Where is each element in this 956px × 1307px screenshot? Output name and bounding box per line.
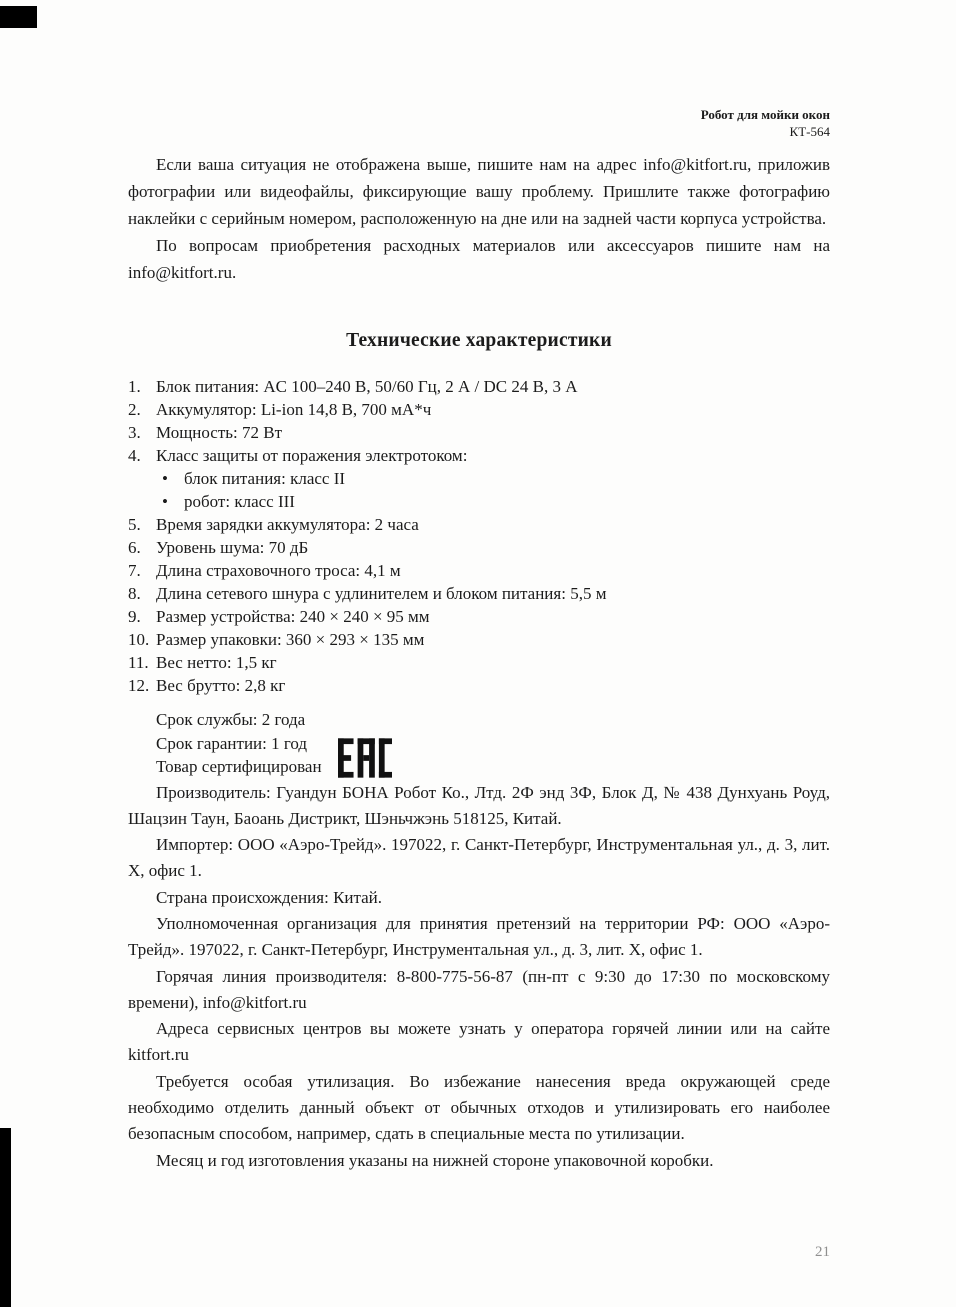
spec-number: 12. bbox=[128, 676, 150, 695]
print-mark-left bbox=[0, 1128, 11, 1307]
doc-model: КТ-564 bbox=[789, 124, 830, 139]
spec-text: Аккумулятор: Li-ion 14,8 В, 700 мА*ч bbox=[156, 400, 432, 419]
legal-paragraph-production-date: Месяц и год изготовления указаны на нижней стороне упаковочной коробки. bbox=[156, 1150, 714, 1170]
spec-text: Длина сетевого шнура с удлинителем и блоком питания: 5,5 м bbox=[156, 584, 607, 603]
spec-item bbox=[128, 651, 830, 674]
spec-item bbox=[128, 582, 830, 605]
legal-paragraph-service-centers: Адреса сервисных центров вы можете узнать у оператора горячей линии или на сайте kitfort.ru bbox=[128, 1019, 830, 1065]
print-mark-top bbox=[0, 6, 37, 28]
spec-text: Класс защиты от поражения электротоком: bbox=[156, 446, 468, 465]
spec-text: Вес брутто: 2,8 кг bbox=[156, 676, 286, 695]
spec-text: Длина страховочного троса: 4,1 м bbox=[156, 561, 401, 580]
service-lines bbox=[156, 708, 322, 779]
doc-header bbox=[128, 106, 830, 140]
section-title: Технические характеристики bbox=[346, 330, 612, 351]
spec-text: робот: класс III bbox=[184, 492, 295, 511]
legal-paragraph-importer: Импортер: ООО «Аэро-Трейд». 197022, г. Санкт-Петербург, Инструментальная ул., д. 3, лит. Х, офис 1. bbox=[128, 835, 830, 881]
intro-paragraph: Если ваша ситуация не отображена выше, пишите нам на адрес info@kitfort.ru, приложив фотографии или видеофайлы, фиксирующие вашу проблему. Пришлите также фотографию наклейки с серийным номером, расположенную на дне или на задней части корпуса устройства. bbox=[128, 155, 830, 228]
legal-paragraph-disposal: Требуется особая утилизация. Во избежание нанесения вреда окружающей среде необходимо отделить данный объект от обычных отходов и утилизировать его наиболее безопасным способом, например, сдать в специальные места по утилизации. bbox=[128, 1071, 830, 1144]
spec-number: 1. bbox=[128, 377, 141, 396]
spec-number: 6. bbox=[128, 538, 141, 557]
spec-number: 3. bbox=[128, 423, 141, 442]
spec-subitem bbox=[128, 490, 830, 513]
legal-paragraph-hotline: Горячая линия производителя: 8-800-775-56-87 (пн-пт с 9:30 до 17:30 по московскому времени), info@kitfort.ru bbox=[128, 966, 830, 1012]
intro-section bbox=[128, 151, 830, 286]
bullet: • bbox=[162, 492, 168, 511]
service-line: Срок гарантии: 1 год bbox=[156, 733, 308, 753]
spec-number: 2. bbox=[128, 400, 141, 419]
spec-item bbox=[128, 536, 830, 559]
spec-item bbox=[128, 421, 830, 444]
legal-paragraph-authorized-org: Уполномоченная организация для принятия претензий на территории РФ: ООО «Аэро-Трейд». 197022, г. Санкт-Петербург, Инструментальная ул., д. 3, лит. Х, офис 1. bbox=[128, 913, 830, 960]
legal-section bbox=[128, 780, 830, 1174]
spec-number: 7. bbox=[128, 561, 141, 580]
spec-number: 5. bbox=[128, 515, 141, 534]
eac-certification-icon bbox=[338, 738, 392, 778]
spec-number: 4. bbox=[128, 446, 141, 465]
spec-item bbox=[128, 375, 830, 398]
page-number: 21 bbox=[815, 1244, 830, 1260]
spec-number: 10. bbox=[128, 630, 150, 649]
spec-item bbox=[128, 398, 830, 421]
specs-list bbox=[128, 375, 830, 697]
bullet: • bbox=[162, 469, 168, 488]
spec-item bbox=[128, 674, 830, 697]
spec-text: Размер устройства: 240 × 240 × 95 мм bbox=[156, 607, 430, 626]
spec-item bbox=[128, 444, 830, 467]
spec-item bbox=[128, 513, 830, 536]
spec-text: Мощность: 72 Вт bbox=[156, 423, 283, 442]
legal-paragraph-manufacturer: Производитель: Гуандун БОНА Робот Ко., Лтд. 2Ф энд 3Ф, Блок Д, № 438 Дунхуань Роуд, Шацзин Таун, Баоань Дистрикт, Шэньчжэнь 518125, Китай. bbox=[128, 782, 830, 828]
spec-text: Уровень шума: 70 дБ bbox=[156, 538, 309, 557]
spec-number: 8. bbox=[128, 584, 141, 603]
spec-text: Размер упаковки: 360 × 293 × 135 мм bbox=[156, 630, 425, 649]
service-line: Товар сертифицирован bbox=[156, 757, 322, 776]
spec-text: Время зарядки аккумулятора: 2 часа bbox=[156, 515, 419, 534]
doc-title: Робот для мойки окон bbox=[700, 107, 830, 122]
spec-number: 11. bbox=[128, 653, 149, 672]
service-info-block bbox=[156, 708, 830, 779]
spec-item bbox=[128, 559, 830, 582]
spec-item bbox=[128, 628, 830, 651]
legal-paragraph-origin: Страна происхождения: Китай. bbox=[156, 887, 383, 907]
service-line: Срок службы: 2 года bbox=[156, 710, 306, 729]
page-content bbox=[128, 0, 830, 1174]
spec-text: Вес нетто: 1,5 кг bbox=[156, 653, 277, 672]
spec-text: блок питания: класс II bbox=[184, 469, 346, 488]
spec-number: 9. bbox=[128, 607, 141, 626]
spec-subitem bbox=[128, 467, 830, 490]
spec-text: Блок питания: AC 100–240 В, 50/60 Гц, 2 А / DC 24 В, 3 А bbox=[156, 377, 578, 396]
spec-item bbox=[128, 605, 830, 628]
intro-paragraph: По вопросам приобретения расходных материалов или аксессуаров пишите нам на info@kitfort.ru. bbox=[128, 236, 830, 282]
